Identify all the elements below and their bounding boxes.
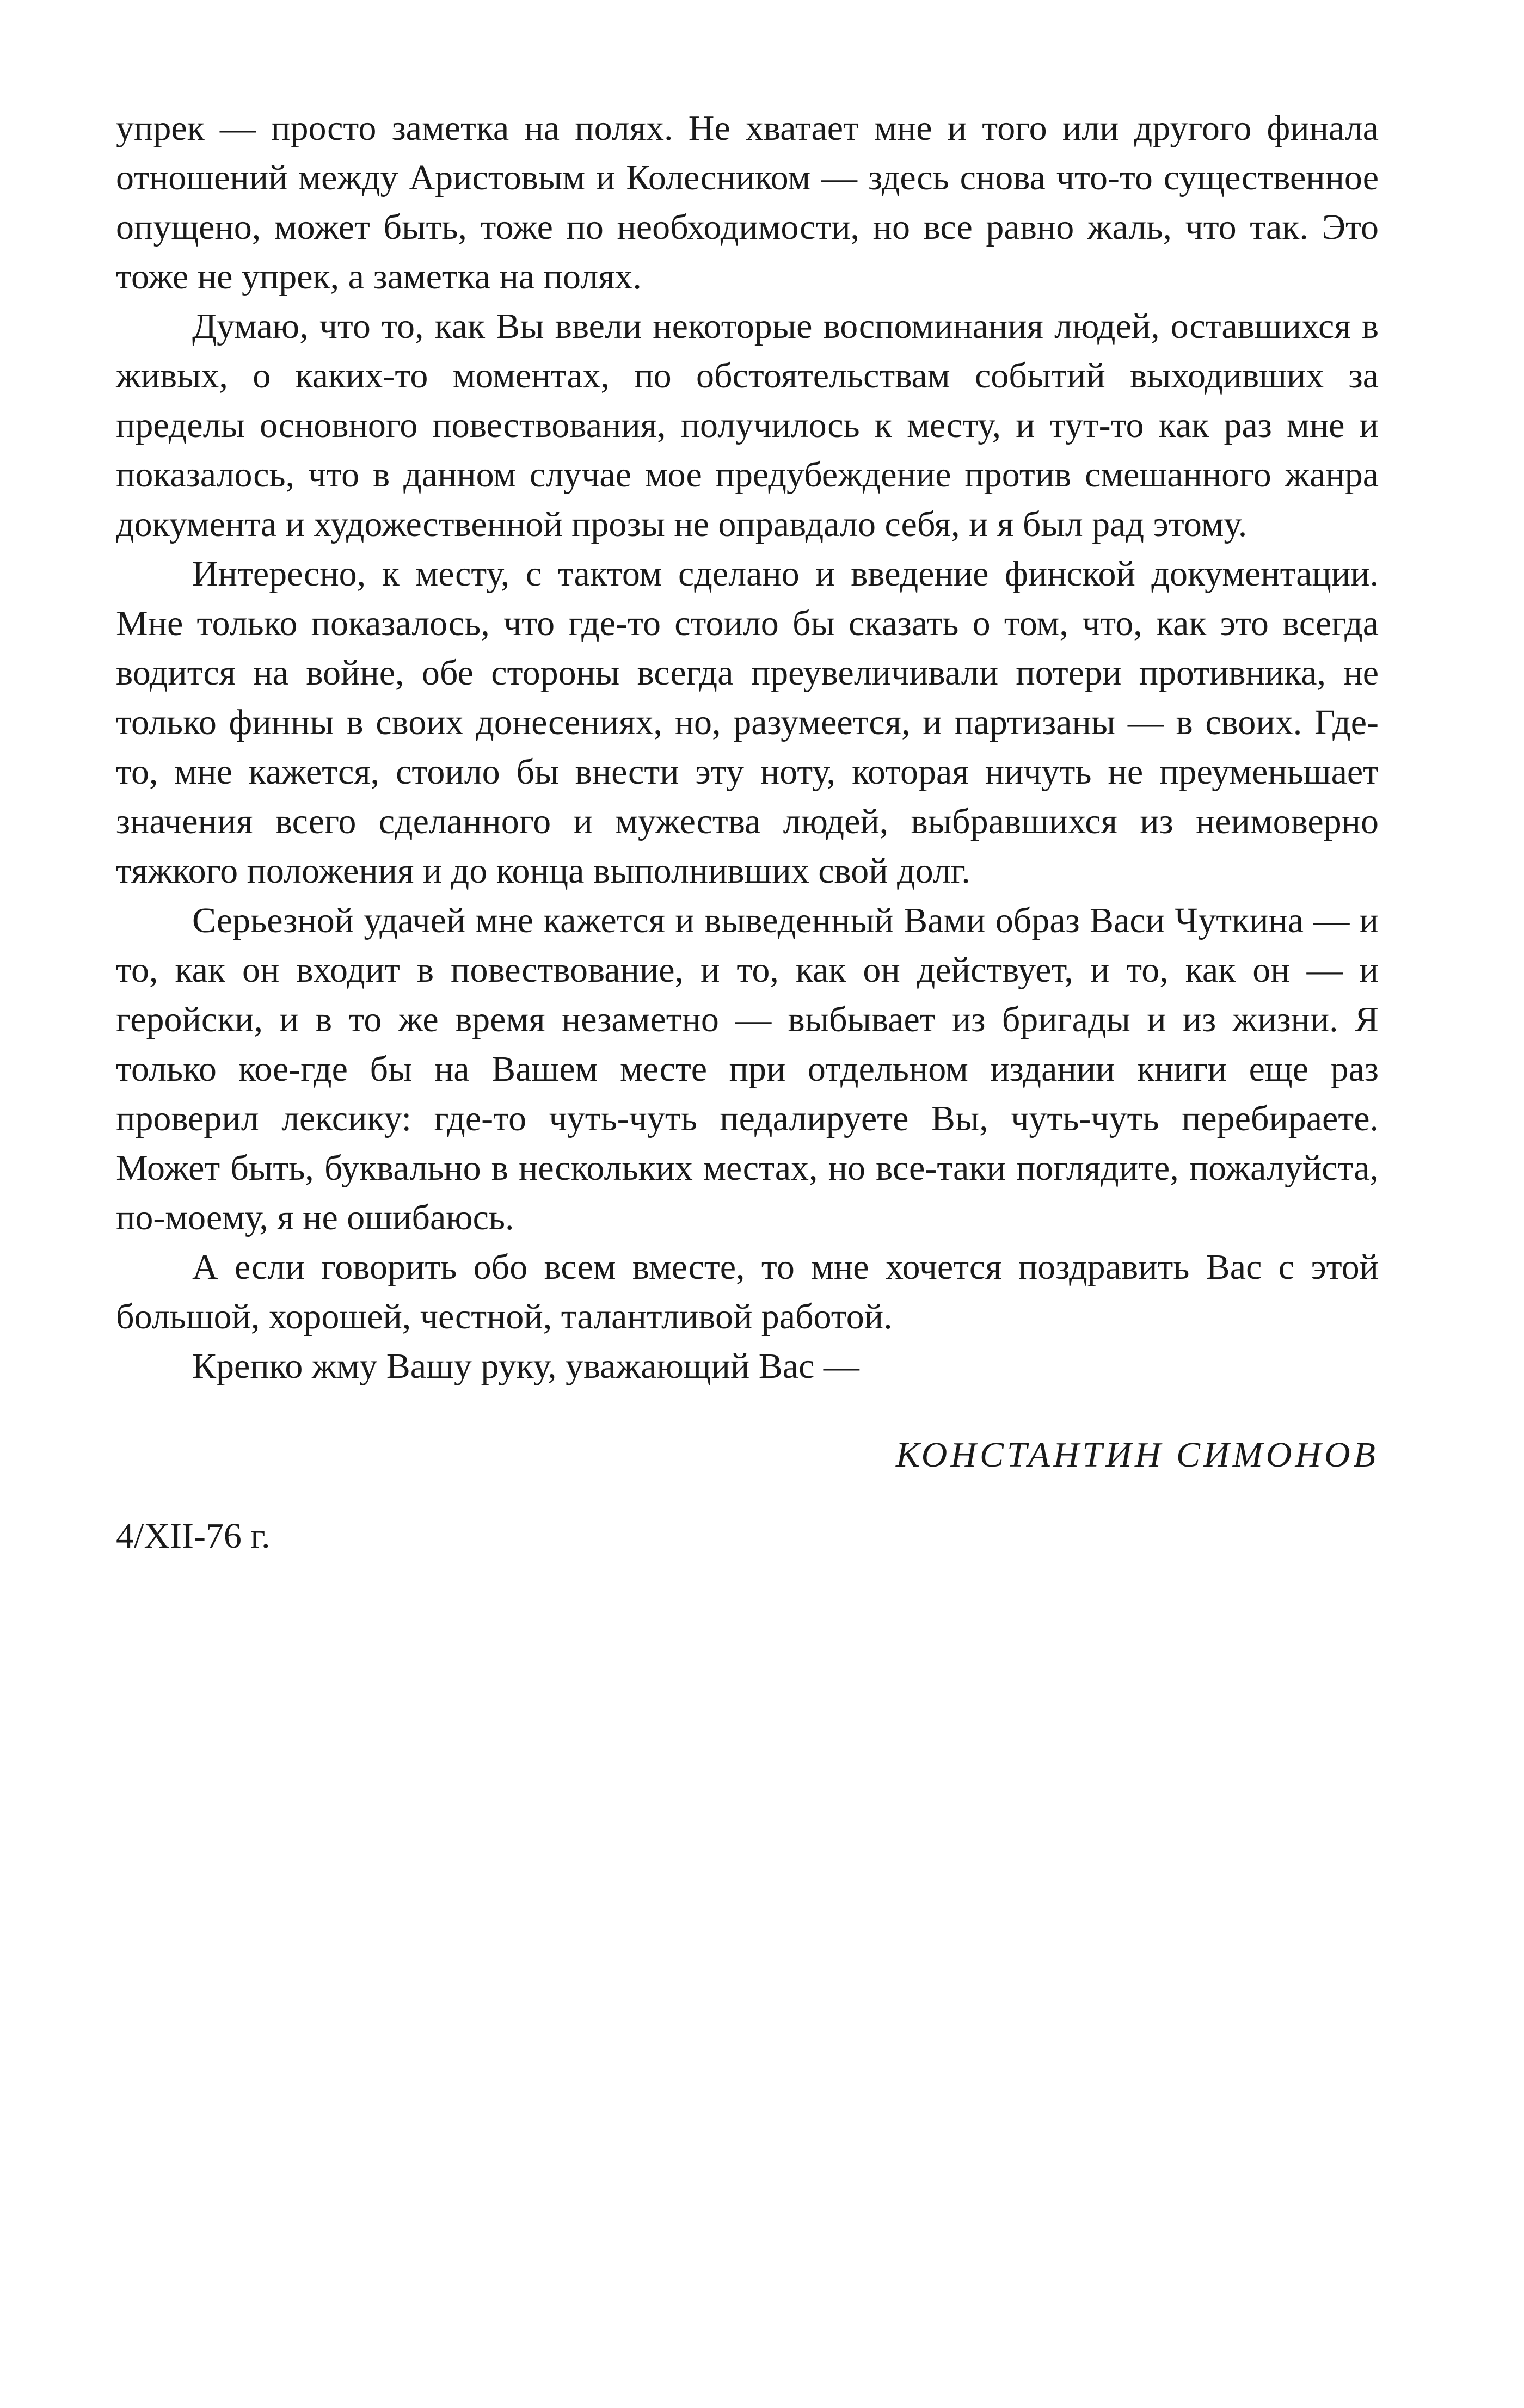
letter-paragraph-3: Интересно, к месту, с тактом сделано и введение финской документации. Мне только показалось, что где-то стоило бы сказать о том, что, как это всегда водится на войне, обе стороны всегда преувеличивали потери противника, не только финны в своих донесениях, но, разумеется, и партизаны — в своих. Где-то, мне кажется, стоило бы внести эту ноту, которая ничуть не преуменьшает значения всего сделанного и мужества людей, выбравшихся из неимоверно тяжкого положения и до конца выполнивших свой долг. bbox=[116, 554, 1379, 891]
letter-paragraph-2: Думаю, что то, как Вы ввели некоторые воспоминания людей, оставшихся в живых, о каких-то моментах, по обстоятельствам событий выходивших за пределы основного повествования, получилось к месту, и тут-то как раз мне и показалось, что в данном случае мое предубеждение против смешанного жанра документа и художественной прозы не оправдало себя, и я был рад этому. bbox=[116, 306, 1379, 544]
letter-paragraph-4: Серьезной удачей мне кажется и выведенный Вами образ Васи Чуткина — и то, как он входит в повествование, и то, как он действует, и то, как он — и геройски, и в то же время незаметно — выбывает из бригады и из жизни. Я только кое-где бы на Вашем месте при отдельном издании книги еще раз проверил лексику: где-то чуть-чуть педалируете Вы, чуть-чуть перебираете. Может быть, буквально в нескольких местах, но все-таки поглядите, пожалуйста, по-моему, я не ошибаюсь. bbox=[116, 901, 1379, 1237]
letter-paragraph-1: упрек — просто заметка на полях. Не хватает мне и того или другого финала отношений между Аристовым и Колесником — здесь снова что-то существенное опущено, может быть, тоже по необходимости, но все равно жаль, что так. Это тоже не упрек, а заметка на полях. bbox=[116, 108, 1379, 297]
letter-date: 4/XII-76 г. bbox=[116, 1516, 271, 1556]
signature: КОНСТАНТИН СИМОНОВ bbox=[895, 1435, 1379, 1475]
letter-closing: Крепко жму Вашу руку, уважающий Вас — bbox=[192, 1346, 859, 1386]
letter-paragraph-5: А если говорить обо всем вместе, то мне хочется поздравить Вас с этой большой, хорошей, честной, талантливой работой. bbox=[116, 1247, 1379, 1337]
letter-body bbox=[116, 103, 1379, 1561]
